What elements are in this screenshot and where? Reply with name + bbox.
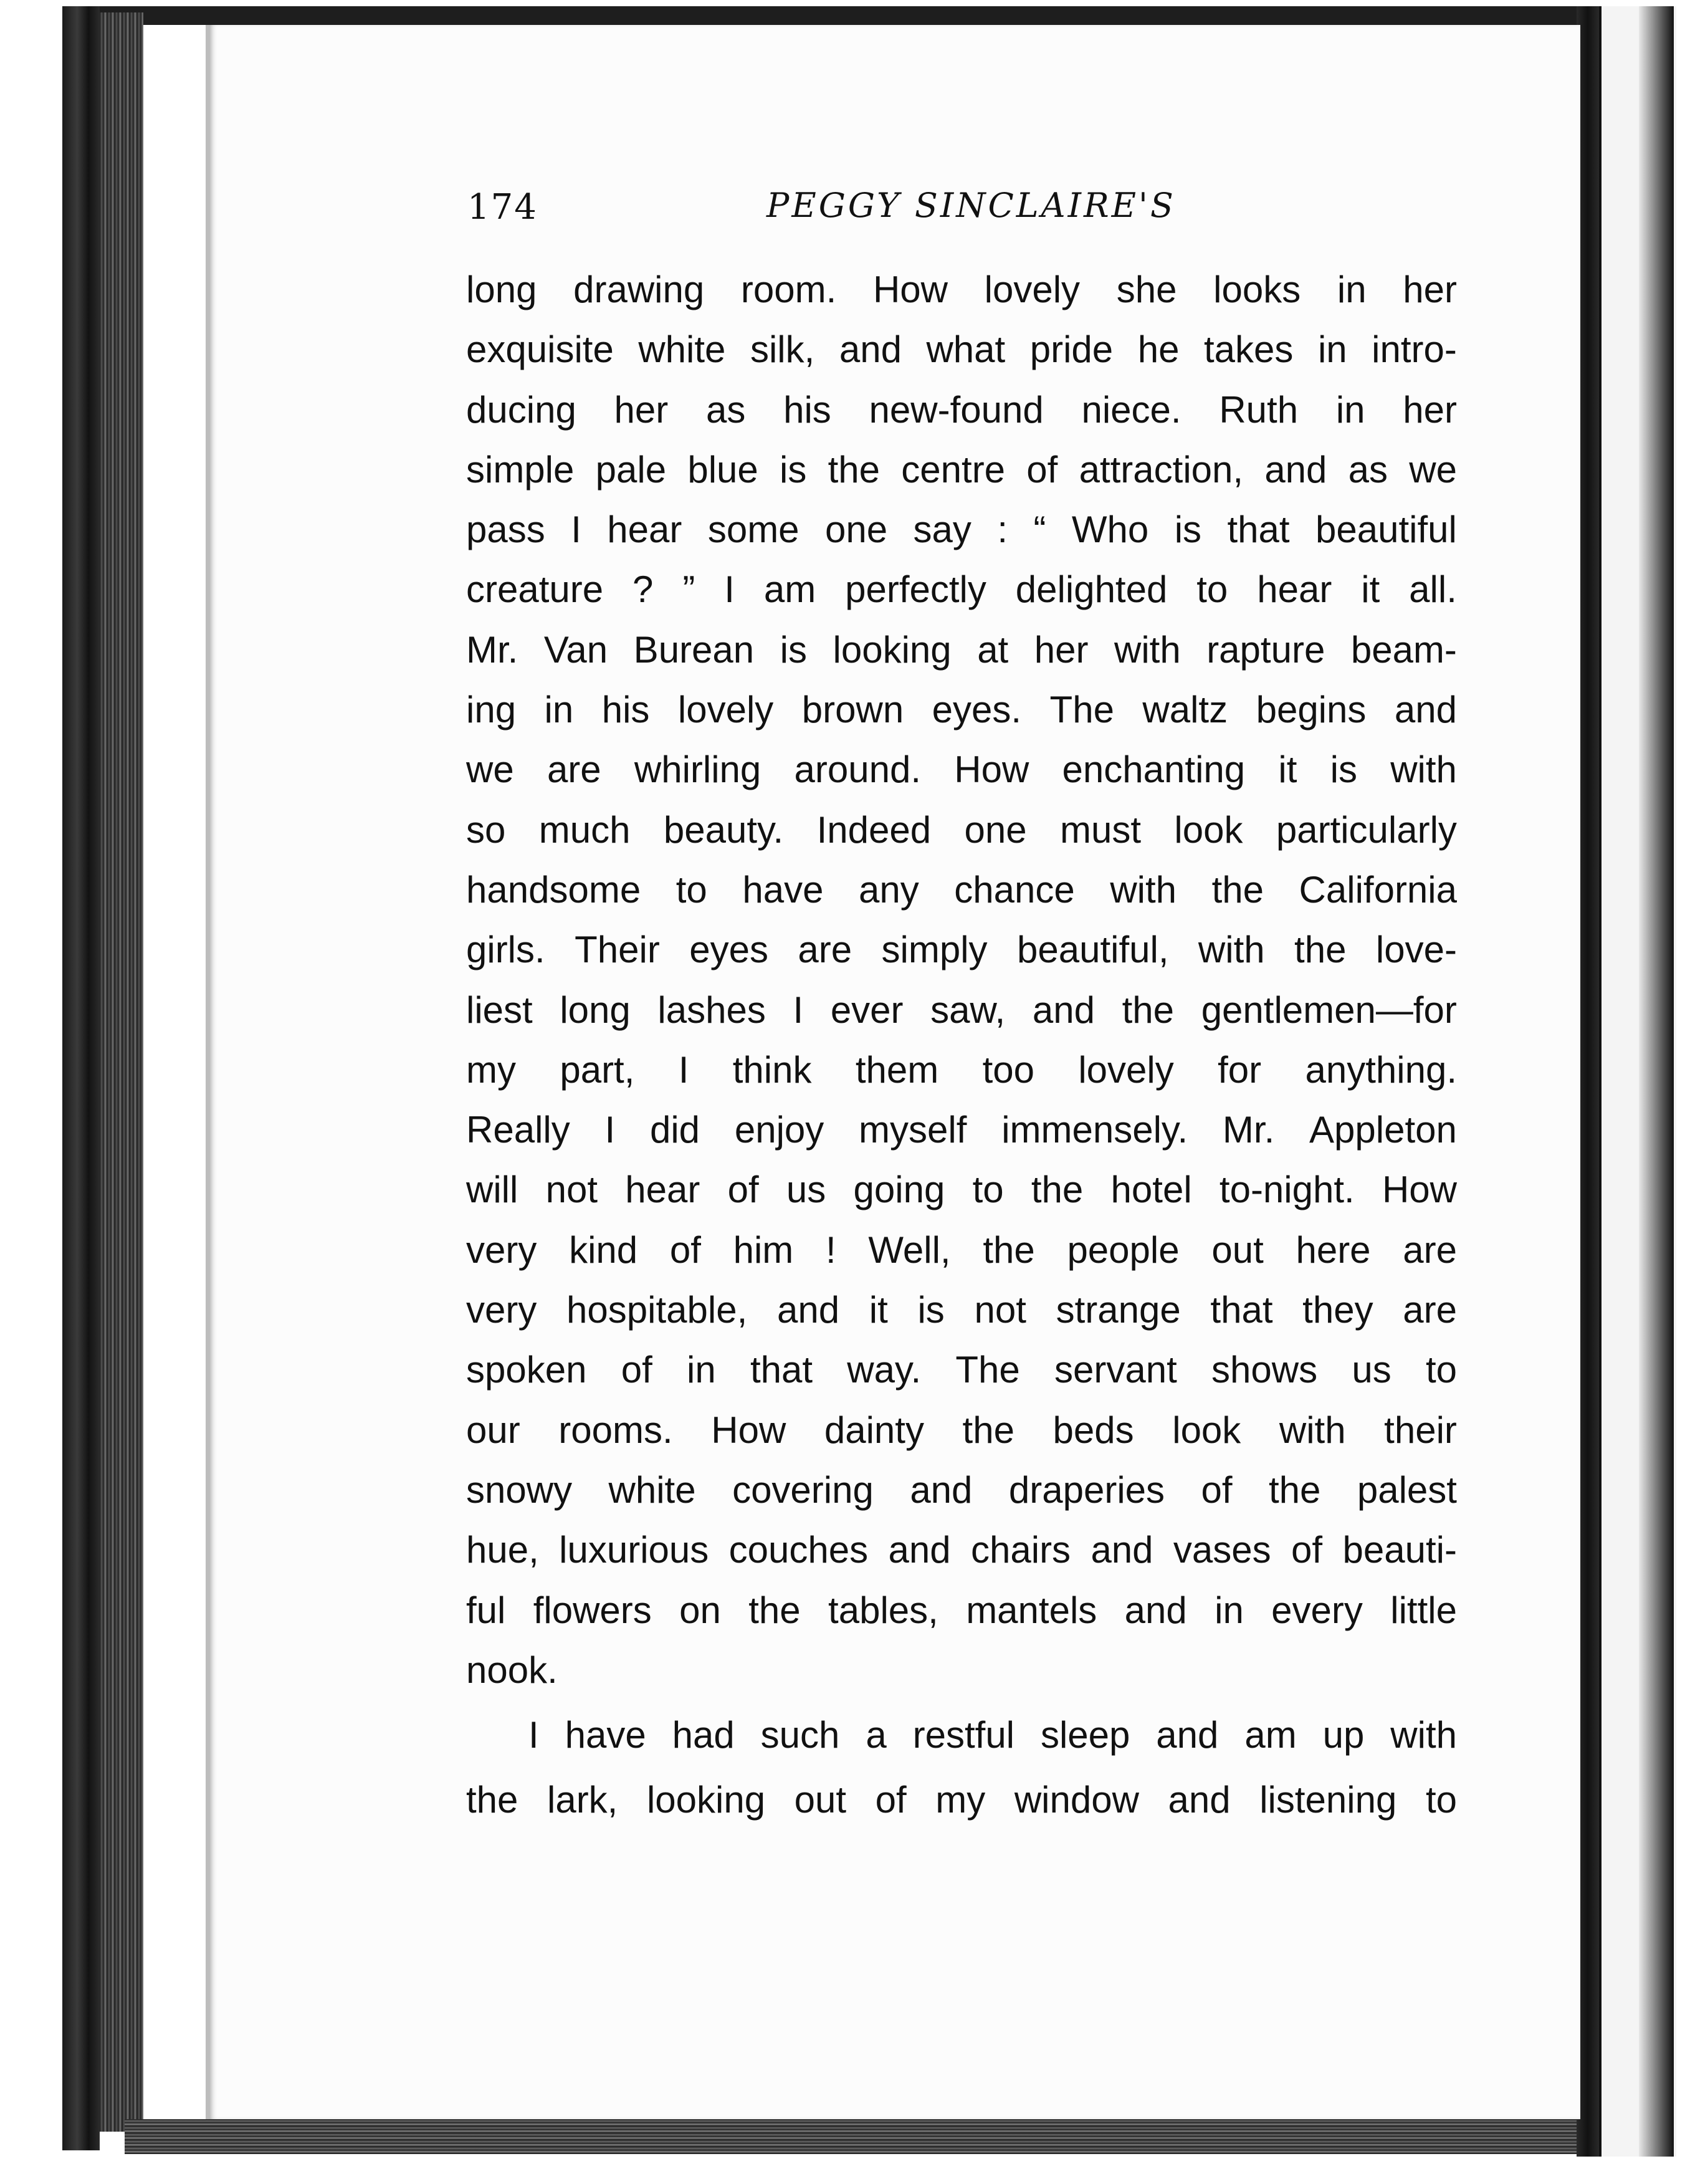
word: all. bbox=[1409, 568, 1457, 611]
word: looking bbox=[646, 1779, 766, 1821]
word: rooms. bbox=[558, 1409, 673, 1451]
word: lovely bbox=[1078, 1048, 1174, 1091]
word: “ bbox=[1033, 509, 1046, 551]
word: flowers bbox=[533, 1589, 652, 1631]
word: him bbox=[733, 1228, 794, 1271]
word: hospitable, bbox=[566, 1289, 748, 1331]
word: covering bbox=[732, 1468, 874, 1511]
word: out bbox=[1211, 1228, 1264, 1271]
word: is bbox=[1330, 749, 1357, 791]
word: with bbox=[1390, 749, 1457, 791]
text-line bbox=[466, 1778, 1457, 1838]
word: love- bbox=[1375, 929, 1457, 971]
word: and bbox=[776, 1289, 840, 1331]
word: us bbox=[1352, 1349, 1391, 1391]
word: it bbox=[1278, 749, 1297, 791]
word: are bbox=[1403, 1289, 1457, 1331]
word: Ruth bbox=[1219, 388, 1299, 431]
word: look bbox=[1174, 808, 1243, 851]
word: niece. bbox=[1081, 388, 1181, 431]
word: of bbox=[1201, 1468, 1233, 1511]
word: with bbox=[1110, 868, 1177, 911]
word: restful bbox=[912, 1714, 1015, 1756]
word: that bbox=[1227, 509, 1290, 551]
word: nook. bbox=[466, 1649, 558, 1691]
word: are bbox=[1403, 1228, 1457, 1271]
word: beautiful bbox=[1315, 509, 1457, 551]
word: we bbox=[466, 749, 514, 791]
word: are bbox=[547, 749, 601, 791]
word: around. bbox=[794, 749, 922, 791]
word: ” bbox=[682, 568, 695, 611]
word: Their bbox=[575, 929, 660, 971]
word: dainty bbox=[824, 1409, 924, 1451]
word: must bbox=[1059, 808, 1141, 851]
word: very bbox=[466, 1228, 537, 1271]
word: chairs bbox=[971, 1529, 1071, 1571]
word: girls. bbox=[466, 929, 545, 971]
word: the bbox=[828, 448, 881, 491]
word: look bbox=[1172, 1409, 1241, 1451]
word: Really bbox=[466, 1109, 570, 1151]
word: too bbox=[982, 1048, 1034, 1091]
word: in bbox=[544, 689, 574, 731]
word: intro- bbox=[1372, 328, 1457, 371]
word: How bbox=[872, 269, 948, 310]
word: for bbox=[1218, 1048, 1262, 1091]
text-line bbox=[466, 1713, 1457, 1773]
word: is bbox=[780, 448, 807, 491]
word: and bbox=[839, 328, 902, 371]
word: white bbox=[638, 328, 726, 371]
word: say bbox=[913, 509, 971, 551]
word: part, bbox=[560, 1048, 635, 1091]
word: ing bbox=[466, 689, 517, 731]
text-line bbox=[466, 989, 1457, 1048]
word: of bbox=[875, 1779, 907, 1821]
word: am bbox=[1244, 1714, 1297, 1756]
text-line bbox=[466, 628, 1457, 688]
word: to bbox=[1196, 568, 1228, 611]
word: silk, bbox=[750, 328, 815, 371]
word: long bbox=[560, 989, 631, 1031]
word: is bbox=[780, 628, 808, 671]
word: Mr. bbox=[466, 628, 518, 671]
word: mantels bbox=[966, 1589, 1097, 1631]
word: at bbox=[977, 628, 1009, 671]
word: is bbox=[1174, 509, 1202, 551]
word: his bbox=[783, 388, 831, 431]
word: of bbox=[669, 1228, 701, 1271]
word: begins bbox=[1256, 689, 1367, 731]
word: have bbox=[565, 1714, 646, 1756]
word: I bbox=[793, 989, 804, 1031]
word: lashes bbox=[657, 989, 766, 1031]
word: the bbox=[983, 1228, 1035, 1271]
word: he bbox=[1137, 328, 1180, 371]
word: brown bbox=[801, 689, 904, 731]
text-line bbox=[466, 928, 1457, 988]
word: blue bbox=[687, 448, 758, 491]
word: Who bbox=[1071, 509, 1149, 551]
word: spoken bbox=[466, 1349, 587, 1391]
word: every bbox=[1271, 1589, 1363, 1631]
word: Van bbox=[543, 628, 608, 671]
word: lovely bbox=[984, 269, 1081, 310]
word: listening bbox=[1259, 1779, 1397, 1821]
word: enjoy bbox=[734, 1109, 824, 1151]
text-line bbox=[466, 748, 1457, 808]
book-page-edges-left bbox=[100, 12, 143, 2132]
page-number: 174 bbox=[467, 187, 538, 228]
word: with bbox=[1279, 1409, 1346, 1451]
word: in bbox=[687, 1349, 716, 1391]
word: palest bbox=[1357, 1468, 1457, 1511]
word: one bbox=[964, 808, 1027, 851]
text-line bbox=[466, 1108, 1457, 1168]
word: and bbox=[1032, 989, 1095, 1031]
word: looks bbox=[1213, 269, 1301, 310]
word: with bbox=[1390, 1714, 1457, 1756]
word: any bbox=[859, 868, 919, 911]
word: are bbox=[798, 929, 852, 971]
word: the bbox=[1268, 1468, 1321, 1511]
word: of bbox=[621, 1349, 652, 1391]
word: little bbox=[1390, 1589, 1457, 1631]
word: eyes. bbox=[932, 689, 1022, 731]
word: not bbox=[974, 1289, 1026, 1331]
word: it bbox=[869, 1289, 888, 1331]
book-spine-edge bbox=[62, 6, 100, 2150]
word: I bbox=[528, 1714, 539, 1756]
word: hear bbox=[625, 1169, 700, 1211]
word: myself bbox=[859, 1109, 967, 1151]
word: drawing bbox=[573, 269, 705, 310]
word: white bbox=[608, 1468, 696, 1511]
word: his bbox=[601, 689, 650, 731]
word: I bbox=[724, 568, 735, 611]
word: my bbox=[935, 1779, 986, 1821]
word: looking bbox=[833, 628, 952, 671]
word: Burean bbox=[633, 628, 755, 671]
word: way. bbox=[847, 1349, 922, 1391]
word: ! bbox=[825, 1228, 836, 1271]
word: them bbox=[855, 1048, 939, 1091]
word: had bbox=[672, 1714, 735, 1756]
text-line bbox=[466, 688, 1457, 748]
word: hear bbox=[1257, 568, 1332, 611]
text-line bbox=[466, 1228, 1457, 1288]
word: the bbox=[1122, 989, 1175, 1031]
word: vases bbox=[1173, 1529, 1271, 1571]
word: much bbox=[538, 808, 631, 851]
word: in bbox=[1337, 269, 1367, 310]
word: strange bbox=[1056, 1289, 1181, 1331]
word: of bbox=[727, 1169, 759, 1211]
word: luxurious bbox=[559, 1529, 709, 1571]
word: waltz bbox=[1142, 689, 1228, 731]
word: handsome bbox=[466, 868, 641, 911]
word: takes bbox=[1203, 328, 1294, 371]
word: and bbox=[1091, 1529, 1153, 1571]
word: have bbox=[742, 868, 824, 911]
word: as bbox=[706, 388, 746, 431]
book-page-edges-bottom bbox=[125, 2119, 1583, 2154]
word: whirling bbox=[634, 749, 761, 791]
word: a bbox=[866, 1714, 887, 1756]
word: anything. bbox=[1305, 1048, 1457, 1091]
text-line bbox=[466, 1288, 1457, 1348]
word: we bbox=[1409, 448, 1457, 491]
word: her bbox=[614, 388, 669, 431]
word: her bbox=[1403, 388, 1457, 431]
word: new-found bbox=[869, 388, 1044, 431]
text-line bbox=[466, 508, 1457, 568]
word: to-night. bbox=[1219, 1169, 1355, 1211]
text-line bbox=[466, 328, 1457, 388]
word: that bbox=[1210, 1289, 1273, 1331]
text-line bbox=[466, 1468, 1457, 1528]
word: so bbox=[466, 808, 506, 851]
word: and bbox=[888, 1529, 951, 1571]
word: How bbox=[954, 749, 1029, 791]
word: saw, bbox=[930, 989, 1006, 1031]
text-line bbox=[466, 1168, 1457, 1228]
word: chance bbox=[954, 868, 1075, 911]
word: pride bbox=[1029, 328, 1114, 371]
text-line bbox=[466, 808, 1457, 868]
word: to bbox=[1425, 1779, 1457, 1821]
text-line bbox=[466, 1348, 1457, 1408]
word: hue, bbox=[466, 1529, 539, 1571]
word: California bbox=[1299, 868, 1457, 911]
word: lark, bbox=[547, 1779, 618, 1821]
word: beauty. bbox=[663, 808, 784, 851]
word: pale bbox=[595, 448, 667, 491]
word: of bbox=[1026, 448, 1058, 491]
word: Well, bbox=[868, 1228, 951, 1271]
word: and bbox=[1264, 448, 1327, 491]
word: beds bbox=[1053, 1409, 1134, 1451]
word: up bbox=[1322, 1714, 1365, 1756]
word: window bbox=[1014, 1779, 1139, 1821]
word: exquisite bbox=[466, 328, 614, 371]
text-line bbox=[466, 1048, 1457, 1108]
word: centre bbox=[901, 448, 1006, 491]
word: long bbox=[466, 269, 537, 310]
running-head: PEGGY SINCLAIRE'S bbox=[766, 186, 1176, 225]
word: beam- bbox=[1350, 628, 1457, 671]
word: snowy bbox=[466, 1468, 573, 1511]
word: shows bbox=[1211, 1349, 1318, 1391]
word: servant bbox=[1054, 1349, 1177, 1391]
word: here bbox=[1296, 1228, 1371, 1271]
word: in bbox=[1317, 328, 1347, 371]
word: with bbox=[1114, 628, 1181, 671]
text-line bbox=[466, 1409, 1457, 1468]
word: eyes bbox=[689, 929, 768, 971]
word: people bbox=[1067, 1228, 1180, 1271]
book-top-edge bbox=[100, 6, 1583, 25]
word: my bbox=[466, 1048, 516, 1091]
word: I bbox=[604, 1109, 616, 1151]
word: hear bbox=[607, 509, 682, 551]
word: beauti- bbox=[1342, 1529, 1457, 1571]
word: the bbox=[748, 1589, 801, 1631]
word: some bbox=[707, 509, 800, 551]
body-text bbox=[466, 268, 1457, 1839]
word: kind bbox=[569, 1228, 638, 1271]
word: attraction, bbox=[1079, 448, 1244, 491]
word: her bbox=[1034, 628, 1089, 671]
word: creature bbox=[466, 568, 604, 611]
word: ever bbox=[830, 989, 904, 1031]
word: am bbox=[763, 568, 816, 611]
word: of bbox=[1291, 1529, 1323, 1571]
word: I bbox=[571, 509, 581, 551]
word: the bbox=[1211, 868, 1264, 911]
facing-page-shadow bbox=[1639, 6, 1674, 2157]
word: Indeed bbox=[816, 808, 932, 851]
word: beautiful, bbox=[1016, 929, 1169, 971]
word: gentlemen—for bbox=[1201, 989, 1457, 1031]
word: that bbox=[750, 1349, 813, 1391]
word: not bbox=[545, 1169, 598, 1211]
word: ? bbox=[632, 568, 654, 611]
word: going bbox=[853, 1169, 945, 1211]
word: Appleton bbox=[1309, 1109, 1457, 1151]
word: think bbox=[732, 1048, 812, 1091]
word: particularly bbox=[1276, 808, 1457, 851]
word: what bbox=[926, 328, 1006, 371]
word: delighted bbox=[1015, 568, 1168, 611]
word: couches bbox=[728, 1529, 869, 1571]
text-line bbox=[466, 448, 1457, 508]
word: simple bbox=[466, 448, 575, 491]
word: the bbox=[962, 1409, 1014, 1451]
text-line bbox=[466, 868, 1457, 928]
word: it bbox=[1361, 568, 1380, 611]
word: did bbox=[649, 1109, 700, 1151]
word: and bbox=[1156, 1714, 1219, 1756]
word: hotel bbox=[1110, 1169, 1192, 1211]
word: with bbox=[1198, 929, 1265, 971]
word: her bbox=[1403, 269, 1457, 310]
word: us bbox=[786, 1169, 826, 1211]
word: to bbox=[972, 1169, 1004, 1211]
word: in bbox=[1215, 1589, 1244, 1631]
word: How bbox=[1382, 1169, 1457, 1211]
word: the bbox=[466, 1779, 518, 1821]
word: tables, bbox=[828, 1589, 938, 1631]
word: and bbox=[1168, 1779, 1231, 1821]
word: the bbox=[1031, 1169, 1084, 1211]
word: enchanting bbox=[1062, 749, 1246, 791]
word: as bbox=[1348, 448, 1388, 491]
word: perfectly bbox=[845, 568, 986, 611]
word: ducing bbox=[466, 388, 576, 431]
word: immensely. bbox=[1001, 1109, 1188, 1151]
word: very bbox=[466, 1289, 537, 1331]
word: ful bbox=[466, 1589, 506, 1631]
word: and bbox=[1394, 689, 1457, 731]
text-line bbox=[466, 268, 1457, 328]
word: I bbox=[678, 1048, 689, 1091]
word: simply bbox=[881, 929, 988, 971]
word: out bbox=[794, 1779, 847, 1821]
word: lovely bbox=[677, 689, 774, 731]
word: draperies bbox=[1008, 1468, 1165, 1511]
word: one bbox=[824, 509, 888, 551]
word: they bbox=[1302, 1289, 1373, 1331]
word: she bbox=[1116, 269, 1177, 310]
word: The bbox=[955, 1349, 1020, 1391]
word: to bbox=[1425, 1349, 1457, 1391]
word: in bbox=[1335, 388, 1365, 431]
word: such bbox=[760, 1714, 840, 1756]
word: rapture bbox=[1206, 628, 1325, 671]
word: to bbox=[675, 868, 707, 911]
text-line bbox=[466, 568, 1457, 628]
word: sleep bbox=[1040, 1714, 1130, 1756]
word: pass bbox=[466, 509, 545, 551]
word: is bbox=[917, 1289, 945, 1331]
word: The bbox=[1049, 689, 1114, 731]
word: Mr. bbox=[1222, 1109, 1275, 1151]
word: the bbox=[1294, 929, 1347, 971]
word: room. bbox=[740, 269, 837, 310]
text-line bbox=[466, 1589, 1457, 1649]
text-line bbox=[466, 1528, 1457, 1588]
word: How bbox=[711, 1409, 786, 1451]
word: their bbox=[1384, 1409, 1457, 1451]
word: will bbox=[466, 1169, 518, 1211]
text-line bbox=[466, 388, 1457, 448]
word: on bbox=[679, 1589, 721, 1631]
word: liest bbox=[466, 989, 533, 1031]
word: our bbox=[466, 1409, 520, 1451]
text-line bbox=[466, 1649, 1457, 1708]
word: and bbox=[910, 1468, 973, 1511]
word: : bbox=[997, 509, 1008, 551]
word: and bbox=[1124, 1589, 1187, 1631]
